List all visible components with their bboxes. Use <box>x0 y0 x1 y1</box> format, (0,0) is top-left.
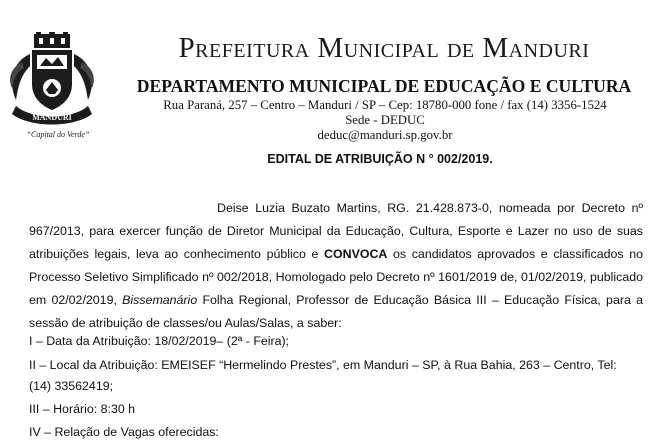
letterhead-email: deduc@manduri.sp.gov.br <box>317 128 453 142</box>
letterhead-title: Prefeitura Municipal de Manduri <box>178 32 590 64</box>
body-paragraph <box>29 197 643 335</box>
item-location-phone: (14) 33562419; <box>29 379 114 393</box>
item-vacancies: IV – Relação de Vagas oferecidas: <box>29 425 219 439</box>
convoca-keyword: CONVOCA <box>324 247 388 261</box>
letterhead-department: DEPARTAMENTO MUNICIPAL DE EDUCAÇÃO E CULTURA <box>136 76 632 96</box>
municipal-coat-of-arms-icon <box>6 32 98 130</box>
letterhead-address: Rua Paraná, 257 – Centro – Manduri / SP – Cep: 18780-000 fone / fax (14) 3356-1524 <box>163 98 607 112</box>
item-location: II – Local da Atribuição: EMEISEF “Hermelindo Prestes”, em Manduri – SP, à Rua Bahia, 263 – Centro, Tel: <box>29 358 617 372</box>
crest-banner-text: MANDURI <box>32 113 72 122</box>
letterhead-sede: Sede - DEDUC <box>345 113 425 127</box>
item-time: III – Horário: 8:30 h <box>29 402 136 416</box>
item-date: I – Data da Atribuição: 18/02/2019– (2ª - Feira); <box>29 334 290 348</box>
bissemanario-word: Bissemanário <box>122 293 198 307</box>
paragraph-text-a: Deise Luzia Buzato Martins, RG. 21.428.873-0, nomeada por Decreto nº 967/2013, para exercer função de Diretor Municipal da Educação, Cultura, Esporte e Lazer no uso de suas atribuições legais, leva ao conhecimento público e <box>29 201 643 261</box>
edict-title: EDITAL DE ATRIBUIÇÃO N ° 002/2019. <box>267 152 493 166</box>
paragraph-text-c: Folha Regional, Professor de Educação Básica III – Educação Física, para a sessão de atribuição de classes/ou Aulas/Salas, a saber: <box>29 293 643 330</box>
crest-motto: “Capital do Verde” <box>26 130 90 139</box>
paragraph-text-b: os candidatos aprovados e classificados no Processo Seletivo Simplificado nº 002/2018, Homologado pelo Decreto nº 1601/2019 de, 01/02/2019, publicado em 02/02/2019, <box>29 247 644 307</box>
